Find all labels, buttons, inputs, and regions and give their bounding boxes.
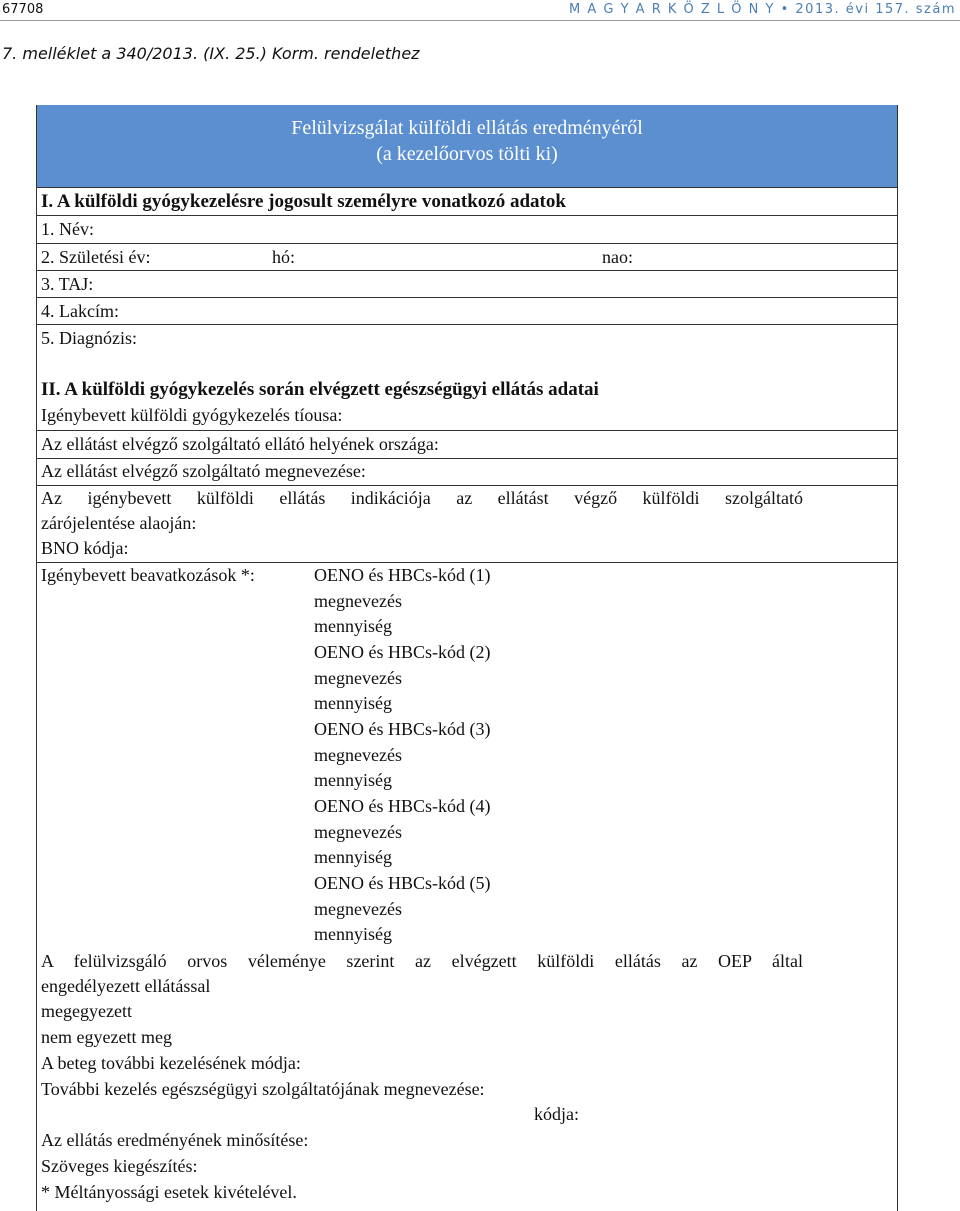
row-divider <box>37 458 897 459</box>
row-divider <box>37 485 897 486</box>
diagnosis-label[interactable]: 5. Diagnózis: <box>41 328 137 348</box>
indication-label-line1[interactable]: Az igénybevett külföldi ellátás indikációja az ellátást végző külföldi szolgáltató <box>41 488 803 508</box>
intervention-name[interactable]: megnevezés <box>314 668 402 688</box>
result-rating-label[interactable]: Az ellátás eredményének minősítése: <box>41 1130 309 1150</box>
gazette-title: M A G Y A R K Ö Z L Ö N Y • 2013. évi 157. szám <box>569 2 956 17</box>
treatment-type-label[interactable]: Igénybevett külföldi gyógykezelés tíousa: <box>41 405 343 425</box>
review-form <box>36 105 898 1211</box>
opinion-option-no-match[interactable]: nem egyezett meg <box>41 1027 172 1047</box>
intervention-quantity[interactable]: mennyiség <box>314 616 392 636</box>
opinion-label-line1: A felülvizsgáló orvos véleménye szerint az elvégzett külföldi ellátás az OEP által <box>41 951 803 971</box>
further-provider-label[interactable]: További kezelés egészségügyi szolgáltatójának megnevezése: <box>41 1079 485 1099</box>
provider-country-label[interactable]: Az ellátást elvégző szolgáltató ellátó helyének országa: <box>41 434 439 454</box>
annex-note: 7. melléklet a 340/2013. (IX. 25.) Korm. rendelethez <box>2 44 420 63</box>
section2-heading: II. A külföldi gyógykezelés során elvégzett egészségügyi ellátás adatai <box>41 379 599 400</box>
taj-label[interactable]: 3. TAJ: <box>41 274 94 294</box>
intervention-code[interactable]: OENO és HBCs-kód (4) <box>314 796 491 816</box>
birth-month-label[interactable]: hó: <box>272 247 296 267</box>
row-divider <box>37 297 897 298</box>
address-label[interactable]: 4. Lakcím: <box>41 301 119 321</box>
opinion-label-line2: engedélyezett ellátással <box>41 976 211 996</box>
footnote: * Méltányossági esetek kivételével. <box>41 1182 297 1202</box>
intervention-code[interactable]: OENO és HBCs-kód (5) <box>314 873 491 893</box>
row-divider <box>37 324 897 325</box>
intervention-name[interactable]: megnevezés <box>314 591 402 611</box>
section1-heading: I. A külföldi gyógykezelésre jogosult személyre vonatkozó adatok <box>41 191 566 212</box>
row-divider <box>37 243 897 244</box>
provider-name-label[interactable]: Az ellátást elvégző szolgáltató megnevezése: <box>41 461 366 481</box>
page-header <box>0 0 960 22</box>
intervention-quantity[interactable]: mennyiség <box>314 770 392 790</box>
row-divider <box>37 215 897 216</box>
intervention-name[interactable]: megnevezés <box>314 745 402 765</box>
further-provider-code-label[interactable]: kódja: <box>534 1104 579 1124</box>
intervention-quantity[interactable]: mennyiség <box>314 693 392 713</box>
form-title: Felülvizsgálat külföldi ellátás eredményéről <box>291 117 643 139</box>
further-treatment-label[interactable]: A beteg további kezelésének módja: <box>41 1053 301 1073</box>
name-label[interactable]: 1. Név: <box>41 219 94 239</box>
birth-year-label[interactable]: 2. Születési év: <box>41 247 151 267</box>
intervention-name[interactable]: megnevezés <box>314 822 402 842</box>
header-divider <box>0 20 960 21</box>
opinion-option-match[interactable]: megegyezett <box>41 1001 132 1021</box>
row-divider <box>37 562 897 563</box>
form-subtitle: (a kezelőorvos tölti ki) <box>376 143 558 165</box>
text-supplement-label[interactable]: Szöveges kiegészítés: <box>41 1156 198 1176</box>
row-divider <box>37 187 897 188</box>
intervention-name[interactable]: megnevezés <box>314 899 402 919</box>
intervention-code[interactable]: OENO és HBCs-kód (2) <box>314 642 491 662</box>
intervention-quantity[interactable]: mennyiség <box>314 847 392 867</box>
section-gap <box>37 351 897 379</box>
row-divider <box>37 430 897 431</box>
row-divider <box>37 270 897 271</box>
birth-day-label[interactable]: nao: <box>602 247 633 267</box>
intervention-quantity[interactable]: mennyiség <box>314 924 392 944</box>
interventions-label: Igénybevett beavatkozások *: <box>41 565 255 585</box>
intervention-code[interactable]: OENO és HBCs-kód (3) <box>314 719 491 739</box>
indication-label-line2: zárójelentése alaoján: <box>41 513 197 533</box>
bno-code-label[interactable]: BNO kódja: <box>41 538 129 558</box>
page-number: 67708 <box>2 2 44 17</box>
form-title-block <box>37 105 897 187</box>
intervention-code[interactable]: OENO és HBCs-kód (1) <box>314 565 491 585</box>
